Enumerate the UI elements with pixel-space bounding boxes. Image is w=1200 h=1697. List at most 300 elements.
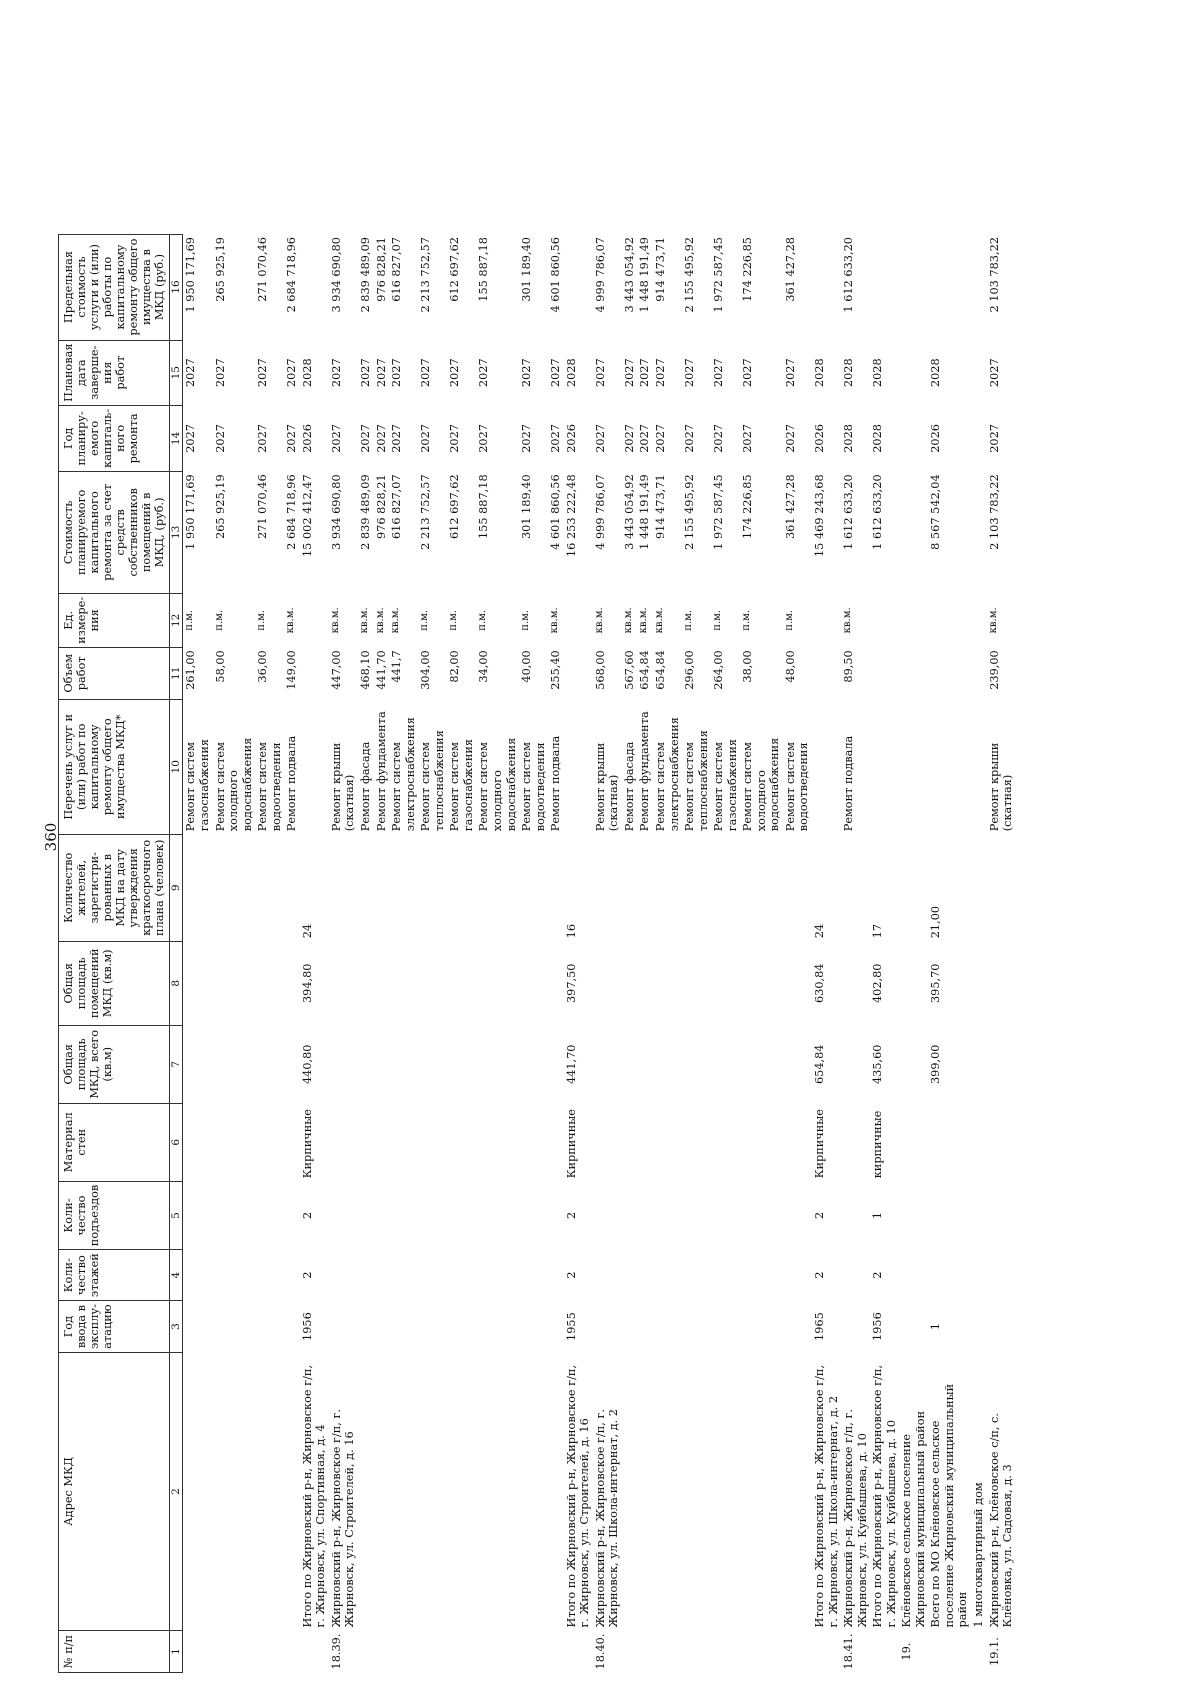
wall-material-cell — [213, 1103, 256, 1181]
floors-cell — [653, 1250, 682, 1301]
year-cell — [841, 1301, 870, 1353]
year-cell — [255, 1301, 284, 1353]
row-number — [183, 1631, 213, 1673]
unit-cell: кв.м. — [390, 607, 402, 634]
max-cost-cell — [971, 234, 987, 340]
unit-cell: кв.м. — [549, 607, 561, 634]
end-date-cell: 2027 — [520, 358, 534, 388]
column-number: 1 — [169, 1631, 183, 1673]
entrances-cell — [711, 1181, 740, 1249]
volume-cell: 40,00 — [520, 650, 534, 683]
premises-area-cell — [374, 941, 390, 1025]
volume-cell — [928, 647, 971, 699]
residents-cell — [447, 834, 476, 941]
wall-material-cell — [841, 1103, 870, 1181]
end-date-cell: 2028 — [300, 358, 314, 388]
volume-cell: 568,00 — [593, 650, 607, 690]
cost-cell: 3 934 690,80 — [329, 474, 343, 550]
plan-year-cell: 2026 — [812, 424, 826, 453]
unit-cell — [899, 593, 928, 647]
cost-cell: 2 155 495,92 — [683, 474, 697, 550]
plan-year-cell: 2027 — [329, 424, 343, 453]
column-number: 14 — [169, 405, 183, 471]
work-type-cell: Ремонт систем холодного водоснабжения — [477, 737, 518, 832]
entrances-cell — [519, 1181, 548, 1249]
volume-cell — [300, 647, 329, 699]
year-cell — [213, 1301, 256, 1353]
total-area-cell — [213, 1025, 256, 1103]
plan-year-cell: 2027 — [374, 424, 388, 453]
total-area-cell: 399,00 — [929, 1044, 943, 1085]
table-row — [899, 234, 928, 1672]
floors-cell — [987, 1250, 1016, 1301]
residents-cell — [329, 834, 358, 941]
address-cell — [213, 1353, 256, 1631]
volume-cell: 261,00 — [184, 650, 198, 690]
plan-year-cell: 2027 — [390, 424, 404, 453]
max-cost-cell: 976 828,21 — [374, 237, 388, 302]
plan-year-cell: 2027 — [638, 424, 652, 453]
entrances-cell — [682, 1181, 711, 1249]
entrances-cell — [841, 1181, 870, 1249]
max-cost-cell: 616 827,07 — [390, 237, 404, 302]
year-cell — [711, 1301, 740, 1353]
year-cell — [548, 1301, 564, 1353]
table-row — [418, 234, 447, 1672]
wall-material-cell — [548, 1103, 564, 1181]
row-number — [622, 1631, 638, 1673]
premises-area-cell — [519, 941, 548, 1025]
residents-cell: 21,00 — [929, 905, 943, 939]
header-cell: Коли-чество подъездов — [59, 1181, 170, 1249]
year-cell — [389, 1301, 418, 1353]
plan-year-cell: 2027 — [419, 424, 433, 453]
address-cell — [622, 1353, 638, 1631]
work-type-cell: Ремонт крыши (скатная) — [329, 742, 357, 832]
entrances-cell: 2 — [300, 1211, 314, 1220]
max-cost-cell — [812, 234, 841, 340]
entrances-cell — [284, 1181, 300, 1249]
max-cost-cell: 1 972 587,45 — [712, 237, 726, 313]
wall-material-cell: кирпичные — [871, 1110, 885, 1179]
row-number — [300, 1631, 329, 1673]
header-cell: Адрес МКД — [59, 1353, 170, 1631]
year-cell — [637, 1301, 653, 1353]
end-date-cell: 2027 — [184, 358, 198, 388]
volume-cell — [971, 647, 987, 699]
volume-cell: 304,00 — [419, 650, 433, 690]
max-cost-cell: 1 448 191,49 — [638, 237, 652, 313]
end-date-cell: 2027 — [448, 358, 462, 388]
premises-area-cell — [711, 941, 740, 1025]
cost-cell: 612 697,62 — [448, 474, 462, 540]
residents-cell — [622, 834, 638, 941]
plan-year-cell: 2027 — [712, 424, 726, 453]
end-date-cell: 2028 — [812, 358, 826, 388]
residents-cell — [213, 834, 256, 941]
column-number: 2 — [169, 1353, 183, 1631]
unit-cell — [870, 593, 899, 647]
header-cell: Стоимость планируемого капитального ремонта за счет средств собственников помещений в МКД, (руб.) — [59, 471, 170, 593]
unit-cell: кв.м. — [359, 607, 371, 634]
volume-cell: 654,84 — [653, 650, 667, 690]
wall-material-cell — [711, 1103, 740, 1181]
work-type-cell: Ремонт подвала — [285, 735, 299, 832]
unit-cell — [812, 593, 841, 647]
column-number: 10 — [169, 699, 183, 834]
table-row — [593, 234, 622, 1672]
year-cell — [476, 1301, 519, 1353]
premises-area-cell — [593, 941, 622, 1025]
unit-cell — [300, 593, 329, 647]
total-area-cell — [358, 1025, 374, 1103]
floors-cell — [284, 1250, 300, 1301]
year-cell — [593, 1301, 622, 1353]
wall-material-cell — [740, 1103, 783, 1181]
table-row — [564, 234, 593, 1672]
wall-material-cell — [622, 1103, 638, 1181]
floors-cell — [682, 1250, 711, 1301]
cost-cell: 2 213 752,57 — [419, 474, 433, 550]
cost-cell — [971, 471, 987, 593]
wall-material-cell — [284, 1103, 300, 1181]
table-row — [711, 234, 740, 1672]
address-cell — [374, 1353, 390, 1631]
premises-area-cell — [783, 941, 812, 1025]
residents-cell — [389, 834, 418, 941]
address-cell — [418, 1353, 447, 1631]
table-row — [548, 234, 564, 1672]
total-area-cell: 435,60 — [871, 1044, 885, 1085]
plan-year-cell — [971, 405, 987, 471]
wall-material-cell — [928, 1103, 971, 1181]
unit-cell: кв.м. — [987, 607, 999, 634]
residents-cell — [711, 834, 740, 941]
year-cell: 1955 — [564, 1312, 578, 1341]
unit-cell: кв.м. — [593, 607, 605, 634]
total-area-cell — [740, 1025, 783, 1103]
row-number — [389, 1631, 418, 1673]
entrances-cell — [213, 1181, 256, 1249]
premises-area-cell — [447, 941, 476, 1025]
unit-cell: кв.м. — [842, 607, 854, 634]
table-row — [447, 234, 476, 1672]
residents-cell — [637, 834, 653, 941]
residents-cell — [783, 834, 812, 941]
address-cell — [447, 1353, 476, 1631]
unit-cell — [564, 593, 593, 647]
total-area-cell — [653, 1025, 682, 1103]
table-row — [637, 234, 653, 1672]
table-row — [783, 234, 812, 1672]
cost-cell: 1 950 171,69 — [184, 474, 198, 550]
total-area-cell — [389, 1025, 418, 1103]
volume-cell: 149,00 — [285, 650, 299, 690]
floors-cell: 2 — [871, 1271, 885, 1279]
wall-material-cell — [183, 1103, 213, 1181]
end-date-cell: 2027 — [359, 358, 373, 388]
end-date-cell: 2027 — [638, 358, 652, 388]
end-date-cell: 2028 — [842, 358, 856, 388]
unit-cell: кв.м. — [653, 607, 665, 634]
wall-material-cell — [418, 1103, 447, 1181]
max-cost-cell: 361 427,28 — [783, 237, 797, 302]
max-cost-cell: 4 999 786,07 — [593, 237, 607, 313]
wall-material-cell — [593, 1103, 622, 1181]
max-cost-cell: 1 950 171,69 — [184, 237, 198, 313]
work-type-cell — [300, 699, 329, 834]
unit-cell: кв.м. — [622, 607, 634, 634]
row-number — [637, 1631, 653, 1673]
address-cell — [783, 1353, 812, 1631]
column-number: 5 — [169, 1181, 183, 1249]
year-cell — [653, 1301, 682, 1353]
cost-cell: 301 189,40 — [520, 474, 534, 540]
max-cost-cell: 2 839 489,09 — [359, 237, 373, 313]
entrances-cell: 2 — [564, 1211, 578, 1220]
address-cell: Жирновский р-н, Клёновское с/п, с. Клёновка, ул. Садовая, д. 3 — [987, 1413, 1015, 1628]
plan-year-cell: 2027 — [549, 424, 563, 453]
max-cost-cell — [899, 234, 928, 340]
cost-cell: 361 427,28 — [783, 474, 797, 540]
address-cell: Жирновский р-н, Жирновское г/п, г. Жирновск, ул. Куйбышева, д. 10 — [842, 1409, 869, 1628]
entrances-cell — [389, 1181, 418, 1249]
premises-area-cell — [971, 941, 987, 1025]
address-cell: Итого по Жирновский р-н, Жирновское г/п, г. Жирновск, ул. Куйбышева, д. 10 — [871, 1364, 898, 1628]
table-row — [740, 234, 783, 1672]
end-date-cell: 2027 — [419, 358, 433, 388]
row-number — [682, 1631, 711, 1673]
address-cell — [255, 1353, 284, 1631]
address-cell — [653, 1353, 682, 1631]
year-cell — [783, 1301, 812, 1353]
premises-area-cell: 630,84 — [812, 963, 826, 1004]
total-area-cell — [783, 1025, 812, 1103]
floors-cell — [389, 1250, 418, 1301]
address-cell — [183, 1353, 213, 1631]
end-date-cell: 2027 — [374, 358, 388, 388]
plan-year-cell: 2027 — [683, 424, 697, 453]
residents-cell — [740, 834, 783, 941]
premises-area-cell — [213, 941, 256, 1025]
entrances-cell — [987, 1181, 1016, 1249]
row-number — [971, 1631, 987, 1673]
end-date-cell: 2027 — [653, 358, 667, 388]
wall-material-cell — [329, 1103, 358, 1181]
work-type-cell: Ремонт подвала — [549, 735, 563, 832]
entrances-cell — [593, 1181, 622, 1249]
max-cost-cell: 3 934 690,80 — [329, 237, 343, 313]
work-type-cell: Ремонт систем электроснабжения — [390, 717, 417, 832]
work-type-cell: Ремонт фундамента — [374, 711, 388, 832]
max-cost-cell: 2 103 783,22 — [987, 237, 1001, 313]
plan-year-cell: 2027 — [520, 424, 534, 453]
residents-cell — [374, 834, 390, 941]
entrances-cell — [447, 1181, 476, 1249]
work-type-cell: Ремонт крыши (скатная) — [593, 742, 621, 832]
residents-cell — [358, 834, 374, 941]
total-area-cell — [447, 1025, 476, 1103]
volume-cell: 82,00 — [448, 650, 462, 683]
row-number — [284, 1631, 300, 1673]
entrances-cell — [548, 1181, 564, 1249]
header-cell: Общая площадь МКД, всего (кв.м) — [59, 1025, 170, 1103]
premises-area-cell: 397,50 — [564, 963, 578, 1004]
cost-cell: 2 684 718,96 — [285, 474, 299, 550]
residents-cell — [653, 834, 682, 941]
floors-cell — [899, 1250, 928, 1301]
plan-year-cell — [899, 405, 928, 471]
premises-area-cell — [389, 941, 418, 1025]
unit-cell: п.м. — [520, 609, 532, 631]
plan-year-cell: 2027 — [987, 424, 1001, 453]
year-cell — [329, 1301, 358, 1353]
column-number: 6 — [169, 1103, 183, 1181]
residents-cell — [971, 834, 987, 941]
volume-cell — [870, 647, 899, 699]
end-date-cell: 2027 — [712, 358, 726, 388]
address-cell — [389, 1353, 418, 1631]
header-cell: Количество жителей, зарегистри-рованных в МКД на дату утверждения краткосрочного плана (человек) — [59, 834, 170, 941]
plan-year-cell: 2027 — [359, 424, 373, 453]
work-type-cell — [899, 699, 928, 834]
end-date-cell: 2027 — [390, 358, 404, 388]
address-cell — [740, 1353, 783, 1631]
table-row — [213, 234, 256, 1672]
year-cell — [740, 1301, 783, 1353]
address-cell: Итого по Жирновский р-н, Жирновское г/п, г. Жирновск, ул. Школа-интернат, д. 2 — [812, 1364, 840, 1628]
total-area-cell — [519, 1025, 548, 1103]
volume-cell — [564, 647, 593, 699]
end-date-cell: 2027 — [285, 358, 299, 388]
row-number: 19. — [900, 1642, 914, 1661]
volume-cell: 255,40 — [549, 650, 563, 690]
work-type-cell — [971, 699, 987, 834]
floors-cell — [374, 1250, 390, 1301]
total-area-cell — [841, 1025, 870, 1103]
floors-cell — [183, 1250, 213, 1301]
row-number — [255, 1631, 284, 1673]
plan-year-cell: 2027 — [653, 424, 667, 453]
residents-cell — [899, 834, 928, 941]
unit-cell: п.м. — [477, 609, 489, 631]
volume-cell: 264,00 — [712, 650, 726, 690]
address-cell — [637, 1353, 653, 1631]
row-number — [213, 1631, 256, 1673]
premises-area-cell — [899, 941, 928, 1025]
cost-cell: 15 469 243,68 — [812, 474, 826, 558]
floors-cell — [841, 1250, 870, 1301]
row-number — [653, 1631, 682, 1673]
premises-area-cell: 402,80 — [871, 963, 885, 1004]
cost-cell: 1 612 633,20 — [871, 474, 885, 550]
year-cell: 1956 — [300, 1312, 314, 1341]
max-cost-cell: 155 887,18 — [477, 237, 491, 302]
year-cell — [971, 1301, 987, 1353]
work-type-cell: Ремонт систем водоотведения — [783, 742, 811, 832]
end-date-cell: 2028 — [871, 358, 885, 388]
year-cell — [899, 1301, 928, 1353]
cost-cell: 914 473,71 — [653, 474, 667, 540]
wall-material-cell — [476, 1103, 519, 1181]
end-date-cell: 2027 — [329, 358, 343, 388]
row-number — [476, 1631, 519, 1673]
total-area-cell — [284, 1025, 300, 1103]
premises-area-cell — [987, 941, 1016, 1025]
wall-material-cell — [899, 1103, 928, 1181]
unit-cell: кв.м. — [638, 607, 650, 634]
residents-cell: 24 — [812, 923, 826, 939]
row-number — [447, 1631, 476, 1673]
unit-cell: п.м. — [741, 609, 753, 631]
cost-cell: 1 972 587,45 — [712, 474, 726, 550]
cost-cell: 976 828,21 — [374, 474, 388, 540]
entrances-cell — [899, 1181, 928, 1249]
cost-cell: 1 612 633,20 — [842, 474, 856, 550]
total-area-cell — [418, 1025, 447, 1103]
premises-area-cell — [548, 941, 564, 1025]
volume-cell: 48,00 — [783, 650, 797, 683]
end-date-cell: 2027 — [987, 358, 1001, 388]
unit-cell: п.м. — [448, 609, 460, 631]
cost-cell: 271 070,46 — [256, 474, 270, 540]
table-row — [358, 234, 374, 1672]
residents-cell — [682, 834, 711, 941]
unit-cell: п.м. — [213, 609, 225, 631]
total-area-cell — [711, 1025, 740, 1103]
year-cell — [447, 1301, 476, 1353]
max-cost-cell: 914 473,71 — [653, 237, 667, 302]
plan-year-cell: 2027 — [783, 424, 797, 453]
end-date-cell: 2028 — [929, 358, 943, 388]
table-row — [284, 234, 300, 1672]
floors-cell — [711, 1250, 740, 1301]
unit-cell — [971, 593, 987, 647]
wall-material-cell: Кирпичные — [812, 1109, 826, 1179]
work-type-cell: Ремонт систем электроснабжения — [653, 717, 681, 832]
address-cell: Жирновский р-н, Жирновское г/п, г. Жирновск, ул. Строителей, д. 16 — [329, 1409, 357, 1628]
plan-year-cell: 2026 — [929, 424, 943, 453]
header-cell: Год планиру-емого капиталь-ного ремонта — [59, 405, 170, 471]
column-number: 12 — [169, 593, 183, 647]
total-area-cell — [593, 1025, 622, 1103]
wall-material-cell — [971, 1103, 987, 1181]
residents-cell — [418, 834, 447, 941]
cost-cell: 16 253 222,48 — [564, 474, 578, 558]
total-area-cell — [682, 1025, 711, 1103]
year-cell — [987, 1301, 1016, 1353]
total-area-cell — [899, 1025, 928, 1103]
wall-material-cell — [255, 1103, 284, 1181]
row-number — [783, 1631, 812, 1673]
table-row — [374, 234, 390, 1672]
plan-year-cell: 2028 — [842, 424, 856, 453]
floors-cell — [213, 1250, 256, 1301]
table-row — [841, 234, 870, 1672]
floors-cell — [358, 1250, 374, 1301]
max-cost-cell: 2 684 718,96 — [285, 237, 299, 313]
residents-cell — [284, 834, 300, 941]
volume-cell: 34,00 — [477, 650, 491, 683]
work-type-cell: Ремонт фасада — [359, 741, 373, 832]
end-date-cell: 2027 — [783, 358, 797, 388]
wall-material-cell — [358, 1103, 374, 1181]
floors-cell — [928, 1250, 971, 1301]
header-cell: Коли-чество этажей — [59, 1250, 170, 1301]
work-type-cell — [928, 699, 971, 834]
max-cost-cell: 2 213 752,57 — [419, 237, 433, 313]
work-type-cell: Ремонт систем газоснабжения — [184, 738, 212, 832]
